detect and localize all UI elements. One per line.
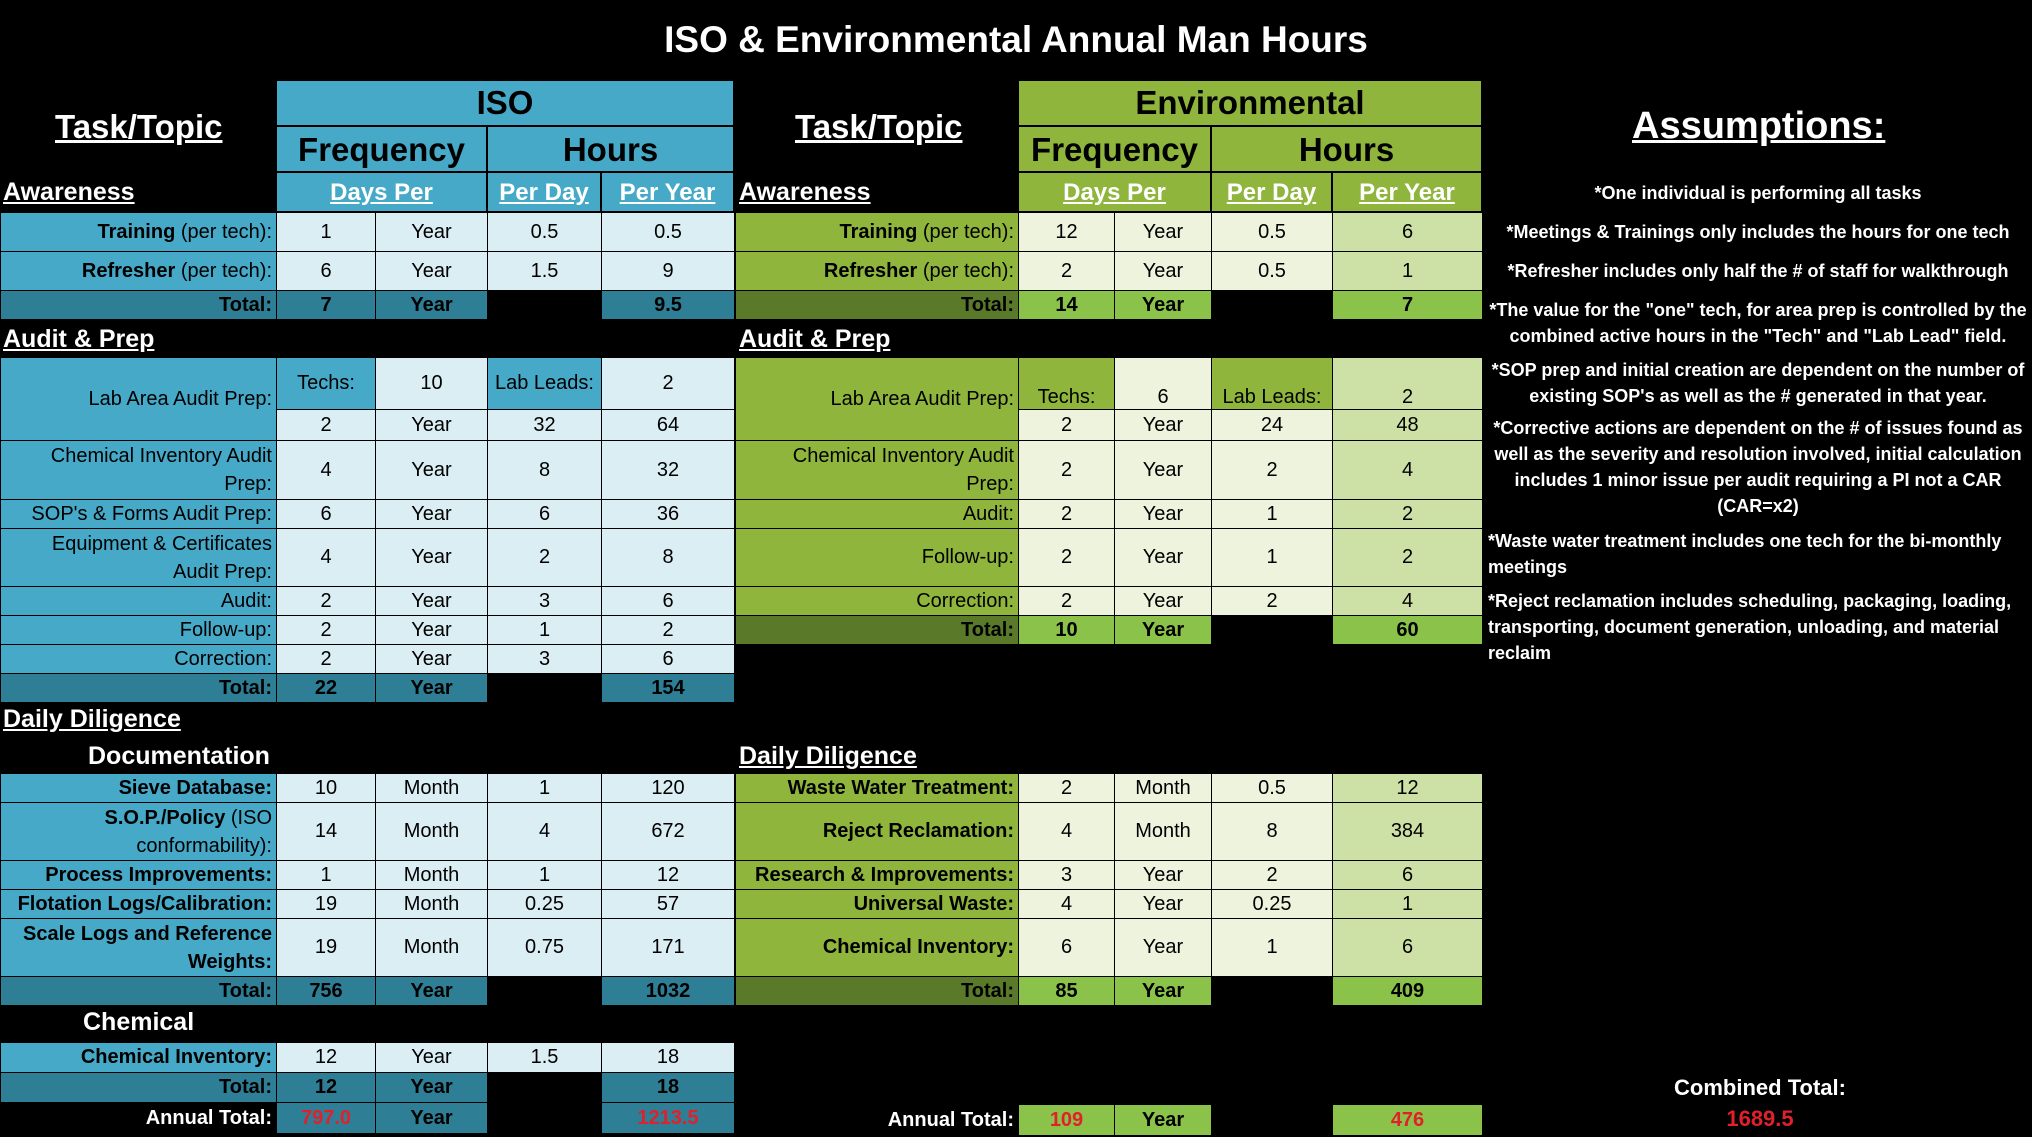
per-year-cell: 6 [1333,919,1483,977]
row-label: Audit: [1,587,277,616]
row-label: Scale Logs and Reference Weights: [1,919,277,977]
unit-cell: Year [1115,441,1212,500]
total-freq: 22 [277,674,376,703]
unit-cell: Month [1115,774,1212,803]
freq-cell: 1 [277,213,376,252]
annual-total-row [736,1105,1483,1136]
per-day-cell: 2 [1212,587,1333,616]
per-day-cell: 1 [1212,500,1333,529]
table-row [736,587,1483,616]
assumption-item: *Waste water treatment includes one tech for the bi-monthly meetings [1488,531,2002,577]
total-unit: Year [376,291,488,320]
per-year-cell: 672 [602,803,735,861]
freq-cell: 6 [277,252,376,291]
per-year-cell: 2 [602,616,735,645]
annual-total-per-year: 476 [1333,1105,1483,1136]
per-day-cell: 1 [488,616,602,645]
empty-cell [488,977,602,1006]
row-label: Process Improvements: [1,861,277,890]
unit-cell: Year [1115,410,1212,441]
per-year-cell: 1 [1333,252,1483,291]
env-annual-table [735,1104,1483,1136]
table-row [736,919,1483,977]
total-per-year: 409 [1333,977,1483,1006]
empty-cell [1212,616,1333,645]
total-per-year: 7 [1333,291,1483,320]
row-label: Chemical Inventory Audit Prep: [736,441,1019,500]
iso-audit-section: Audit & Prep [3,325,155,353]
per-day-cell: 6 [488,500,602,529]
iso-hours-header: Hours [487,126,734,172]
per-day-cell: 0.5 [1212,252,1333,291]
iso-daily-table [0,773,735,1006]
iso-audit-table [0,357,735,703]
row-label: Correction: [736,587,1019,616]
per-day-cell: 2 [488,529,602,587]
unit-cell: Year [1115,919,1212,977]
unit-cell: Year [1115,213,1212,252]
iso-frequency-header: Frequency [276,126,487,172]
table-row [736,358,1483,410]
freq-cell: 2 [1019,529,1115,587]
total-unit: Year [1115,291,1212,320]
table-row [736,441,1483,500]
per-day-cell: 1 [488,861,602,890]
per-day-cell: 2 [1212,441,1333,500]
total-row [1,977,735,1006]
env-audit-table [735,357,1483,645]
per-day-cell: 2 [1212,861,1333,890]
total-unit: Year [1115,977,1212,1006]
env-task-topic-header: Task/Topic [795,108,963,145]
env-per-day-header: Per Day [1211,172,1332,212]
per-year-cell: 4 [1333,587,1483,616]
table-row [1,803,735,861]
iso-documentation-subheading: Documentation [88,742,270,770]
total-freq: 14 [1019,291,1115,320]
assumption-item: *Reject reclamation includes scheduling, packaging, loading, transporting, document generation, unloading, and material reclaim [1488,591,2012,663]
per-year-cell: 57 [602,890,735,919]
unit-cell: Year [1115,529,1212,587]
techs-input[interactable]: 6 [1115,358,1212,410]
empty-cell [1212,1105,1333,1136]
table-row [736,529,1483,587]
per-year-cell: 12 [1333,774,1483,803]
unit-cell: Year [376,587,488,616]
table-row [736,252,1483,291]
annual-total-per-year: 1213.5 [602,1103,735,1134]
total-label: Total: [736,616,1019,645]
total-label: Total: [736,291,1019,320]
freq-cell: 2 [277,410,376,441]
per-day-cell: 0.25 [488,890,602,919]
total-unit: Year [1115,616,1212,645]
total-label: Total: [1,291,277,320]
unit-cell: Year [376,441,488,500]
total-freq: 10 [1019,616,1115,645]
table-row [1,587,735,616]
freq-cell: 2 [1019,500,1115,529]
per-year-cell: 6 [602,645,735,674]
row-label: Universal Waste: [736,890,1019,919]
per-day-cell: 1 [1212,529,1333,587]
per-year-cell: 384 [1333,803,1483,861]
lab-leads-label: Lab Leads: [1212,358,1333,410]
row-label: Follow-up: [1,616,277,645]
table-row [1,529,735,587]
total-row [736,616,1483,645]
per-day-cell: 8 [1212,803,1333,861]
unit-cell: Year [1115,587,1212,616]
table-row [736,803,1483,861]
lab-leads-input[interactable]: 2 [602,358,735,410]
row-label: Follow-up: [736,529,1019,587]
row-label: S.O.P./Policy (ISO conformability): [1,803,277,861]
per-day-cell: 32 [488,410,602,441]
iso-heading: ISO [276,80,734,126]
table-row [736,213,1483,252]
annual-total-freq: 109 [1019,1105,1115,1136]
iso-chemical-table [0,1042,735,1134]
row-label: Waste Water Treatment: [736,774,1019,803]
table-row [1,861,735,890]
total-label: Total: [1,674,277,703]
per-year-cell: 0.5 [602,213,735,252]
empty-cell [488,1103,602,1134]
unit-cell: Month [376,861,488,890]
row-label: Flotation Logs/Calibration: [1,890,277,919]
per-day-cell: 1.5 [488,1043,602,1073]
table-row [1,441,735,500]
unit-cell: Year [376,529,488,587]
env-awareness-table [735,212,1483,320]
unit-cell: Month [1115,803,1212,861]
table-row [1,774,735,803]
env-audit-section: Audit & Prep [739,325,891,353]
row-label: Chemical Inventory: [1,1043,277,1073]
freq-cell: 1 [277,861,376,890]
annual-total-row [1,1103,735,1134]
per-day-cell: 1 [1212,919,1333,977]
unit-cell: Year [1115,252,1212,291]
unit-cell: Month [376,890,488,919]
freq-cell: 6 [1019,919,1115,977]
row-label: Correction: [1,645,277,674]
table-row [1,1043,735,1073]
per-day-cell: 0.5 [1212,213,1333,252]
combined-total-label: Combined Total: [1674,1075,1846,1100]
row-label: Lab Area Audit Prep: [736,358,1019,441]
freq-cell: 12 [1019,213,1115,252]
env-frequency-header: Frequency [1018,126,1211,172]
unit-cell: Month [376,919,488,977]
table-row [736,861,1483,890]
unit-cell: Month [376,803,488,861]
total-unit: Year [376,1073,488,1103]
row-label: Refresher (per tech): [736,252,1019,291]
annual-total-label: Annual Total: [1,1103,277,1134]
assumption-item: *Meetings & Trainings only includes the hours for one tech [1506,222,2010,242]
row-label: Equipment & Certificates Audit Prep: [1,529,277,587]
per-day-cell: 0.5 [1212,774,1333,803]
total-row [736,291,1483,320]
per-year-cell: 4 [1333,441,1483,500]
table-row [1,213,735,252]
per-day-cell: 0.5 [488,213,602,252]
unit-cell: Year [376,500,488,529]
table-row [1,890,735,919]
unit-cell: Year [376,645,488,674]
freq-cell: 4 [277,529,376,587]
per-year-cell: 6 [1333,861,1483,890]
row-label: Research & Improvements: [736,861,1019,890]
total-freq: 85 [1019,977,1115,1006]
row-label: Chemical Inventory Audit Prep: [1,441,277,500]
total-row [1,291,735,320]
freq-cell: 2 [1019,441,1115,500]
table-row [1,358,735,410]
table-row [1,616,735,645]
annual-total-freq: 797.0 [277,1103,376,1134]
env-per-year-header: Per Year [1332,172,1482,212]
per-year-cell: 12 [602,861,735,890]
assumption-item: *One individual is performing all tasks [1594,183,1922,203]
per-year-cell: 171 [602,919,735,977]
unit-cell: Month [376,774,488,803]
iso-chemical-subheading: Chemical [83,1008,195,1036]
table-row [736,774,1483,803]
freq-cell: 19 [277,890,376,919]
total-label: Total: [736,977,1019,1006]
iso-daily-section: Daily Diligence [3,705,181,733]
freq-cell: 4 [277,441,376,500]
per-year-cell: 2 [1333,529,1483,587]
per-year-cell: 48 [1333,410,1483,441]
per-year-cell: 9 [602,252,735,291]
freq-cell: 3 [1019,861,1115,890]
techs-label: Techs: [277,358,376,410]
assumption-item: *SOP prep and initial creation are dependent on the number of existing SOP's as well as the # generated in that year. [1491,360,2025,406]
per-day-cell: 8 [488,441,602,500]
unit-cell: Year [1115,890,1212,919]
env-daily-table [735,773,1483,1006]
row-label: Training (per tech): [736,213,1019,252]
table-row [1,919,735,977]
assumptions-heading: Assumptions: [1632,105,1886,147]
total-freq: 756 [277,977,376,1006]
unit-cell: Year [376,252,488,291]
annual-total-label: Annual Total: [736,1105,1019,1136]
per-day-cell: 1 [488,774,602,803]
row-label: Lab Area Audit Prep: [1,358,277,441]
per-day-cell: 0.25 [1212,890,1333,919]
table-row [1,252,735,291]
per-year-cell: 6 [602,587,735,616]
row-label: Audit: [736,500,1019,529]
row-label: Chemical Inventory: [736,919,1019,977]
iso-awareness-table [0,212,735,320]
lab-leads-label: Lab Leads: [488,358,602,410]
unit-cell: Year [376,616,488,645]
iso-days-per-header: Days Per [276,172,487,212]
unit-cell: Year [376,213,488,252]
per-day-cell: 3 [488,587,602,616]
iso-task-topic-header: Task/Topic [55,108,223,145]
annual-total-unit: Year [376,1103,488,1134]
total-freq: 7 [277,291,376,320]
freq-cell: 2 [277,587,376,616]
per-year-cell: 1 [1333,890,1483,919]
total-unit: Year [376,977,488,1006]
per-year-cell: 8 [602,529,735,587]
total-per-year: 18 [602,1073,735,1103]
annual-total-unit: Year [1115,1105,1212,1136]
freq-cell: 2 [1019,410,1115,441]
per-year-cell: 36 [602,500,735,529]
env-days-per-header: Days Per [1018,172,1211,212]
per-day-cell: 0.75 [488,919,602,977]
per-day-cell: 3 [488,645,602,674]
techs-label: Techs: [1019,358,1115,410]
row-label: SOP's & Forms Audit Prep: [1,500,277,529]
freq-cell: 2 [1019,252,1115,291]
freq-cell: 19 [277,919,376,977]
page-title: ISO & Environmental Annual Man Hours [664,19,1368,60]
freq-cell: 12 [277,1043,376,1073]
env-hours-header: Hours [1211,126,1482,172]
per-year-cell: 2 [1333,500,1483,529]
total-per-year: 9.5 [602,291,735,320]
total-per-year: 1032 [602,977,735,1006]
row-label: Training (per tech): [1,213,277,252]
per-year-cell: 18 [602,1043,735,1073]
per-year-cell: 64 [602,410,735,441]
unit-cell: Year [376,1043,488,1073]
env-heading: Environmental [1018,80,1482,126]
freq-cell: 4 [1019,803,1115,861]
freq-cell: 6 [277,500,376,529]
unit-cell: Year [1115,861,1212,890]
total-per-year: 154 [602,674,735,703]
total-per-year: 60 [1333,616,1483,645]
per-year-cell: 32 [602,441,735,500]
assumption-item: *The value for the "one" tech, for area prep is controlled by the combined active hours in the "Tech" and "Lab Lead" field. [1489,300,2027,346]
row-label: Reject Reclamation: [736,803,1019,861]
combined-total-value: 1689.5 [1726,1106,1794,1131]
row-label: Refresher (per tech): [1,252,277,291]
total-row [736,977,1483,1006]
total-unit: Year [376,674,488,703]
table-row [1,500,735,529]
iso-awareness-section: Awareness [3,178,135,206]
assumption-item: *Corrective actions are dependent on the # of issues found as well as the severity and resolution involved, initial calculation includes 1 minor issue per audit requiring a PI not a CAR (CAR=x2) [1493,418,2023,516]
freq-cell: 14 [277,803,376,861]
per-day-cell: 4 [488,803,602,861]
freq-cell: 2 [277,616,376,645]
env-daily-section: Daily Diligence [739,742,917,770]
per-year-cell: 6 [1333,213,1483,252]
per-year-cell: 120 [602,774,735,803]
freq-cell: 2 [1019,774,1115,803]
total-row [1,1073,735,1103]
empty-cell [1212,291,1333,320]
lab-leads-input[interactable]: 2 [1333,358,1483,410]
table-row [736,500,1483,529]
iso-per-year-header: Per Year [601,172,734,212]
empty-cell [1212,977,1333,1006]
per-day-cell: 1.5 [488,252,602,291]
freq-cell: 2 [277,645,376,674]
iso-per-day-header: Per Day [487,172,601,212]
env-awareness-section: Awareness [739,178,871,206]
total-freq: 12 [277,1073,376,1103]
empty-cell [488,674,602,703]
empty-cell [488,1073,602,1103]
freq-cell: 10 [277,774,376,803]
assumption-item: *Refresher includes only half the # of staff for walkthrough [1507,261,2009,281]
total-label: Total: [1,977,277,1006]
techs-input[interactable]: 10 [376,358,488,410]
empty-cell [488,291,602,320]
total-label: Total: [1,1073,277,1103]
per-day-cell: 24 [1212,410,1333,441]
table-row [736,890,1483,919]
table-row [1,645,735,674]
row-label: Sieve Database: [1,774,277,803]
freq-cell: 4 [1019,890,1115,919]
total-row [1,674,735,703]
freq-cell: 2 [1019,587,1115,616]
unit-cell: Year [376,410,488,441]
unit-cell: Year [1115,500,1212,529]
